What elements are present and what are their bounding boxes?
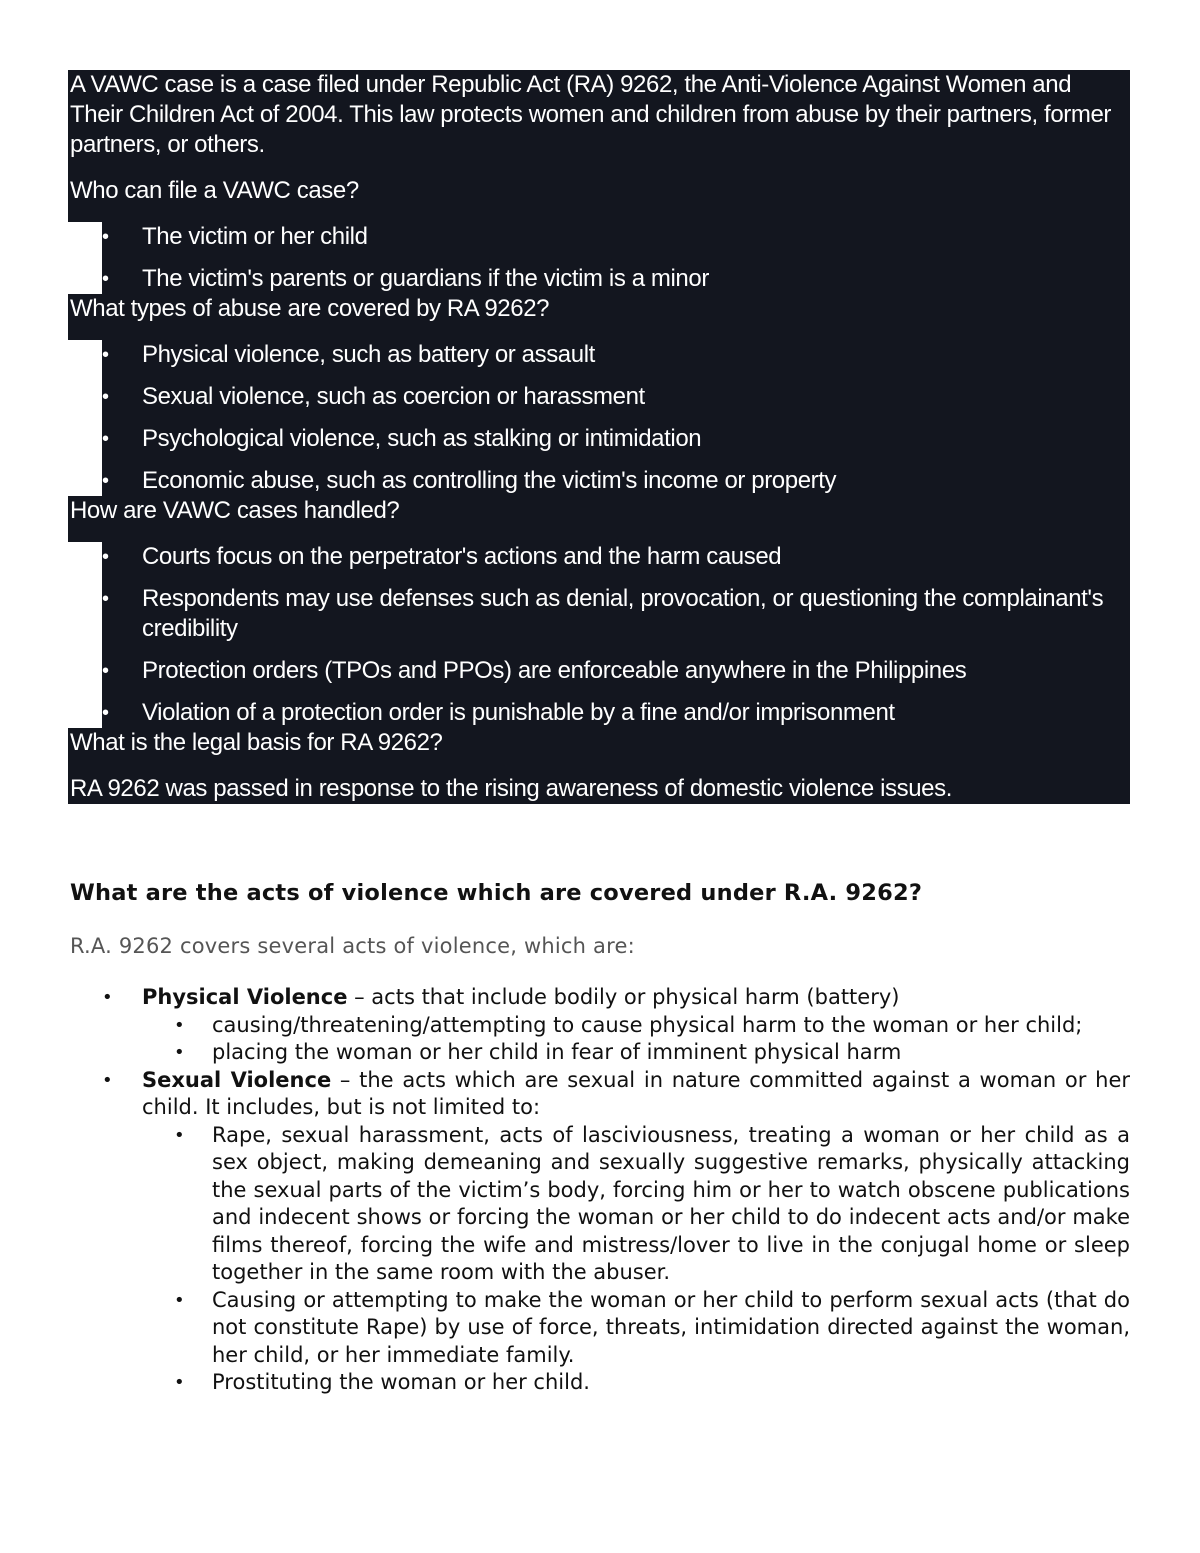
spacer (68, 206, 1130, 222)
question-who-can-file: Who can file a VAWC case? (68, 176, 1130, 206)
list-item: • placing the woman or her child in fear of imminent physical harm (142, 1039, 1130, 1067)
bullet-icon: • (102, 226, 109, 248)
bullet-icon: • (102, 344, 109, 366)
list-item: • Physical violence, such as battery or assault (102, 340, 1130, 382)
abuse-types-list (68, 340, 1130, 496)
physical-violence-sublist (142, 1012, 1130, 1067)
bullet-icon: • (102, 987, 113, 1008)
bullet-icon: • (102, 268, 109, 290)
list-item: • The victim's parents or guardians if the victim is a minor (102, 264, 1130, 294)
bullet-icon: • (102, 1069, 113, 1091)
question-legal-basis: What is the legal basis for RA 9262? (68, 728, 1130, 758)
bullet-icon: • (174, 1372, 185, 1393)
violence-types-list (70, 984, 1130, 1397)
sexual-violence-sublist (142, 1122, 1130, 1397)
bullet-icon: • (102, 660, 109, 682)
bullet-icon: • (102, 386, 109, 408)
list-item: • Respondents may use defenses such as denial, provocation, or questioning the complainant's credibility (102, 584, 1130, 656)
list-item: • Rape, sexual harassment, acts of lasciviousness, treating a woman or her child as a sex object, making demeaning and sexually suggestive remarks, physically attacking the sexual parts of the victim’s body, forcing him or her to watch obscene publications and indecent shows or forcing the woman or her child to do indecent acts and/or make films thereof, forcing the wife and mistress/lover to live in the conjugal home or sleep together in the same room with the abuser. (174, 1122, 1130, 1284)
bullet-icon: • (174, 1014, 185, 1036)
list-item: • Causing or attempting to make the woman or her child to perform sexual acts (that do not constitute Rape) by use of force, threats, intimidation directed against the woman, her child, or her immediate family. (174, 1287, 1130, 1367)
acts-of-violence-section (70, 880, 1130, 1397)
list-item: • causing/threatening/attempting to cause physical harm to the woman or her child; (142, 1012, 1130, 1040)
who-can-file-list (68, 222, 1130, 294)
question-abuse-types: What types of abuse are covered by RA 9262? (68, 294, 1130, 324)
question-case-handling: How are VAWC cases handled? (68, 496, 1130, 526)
list-item: • The victim or her child (102, 222, 1130, 264)
bullet-icon: • (102, 588, 109, 610)
highlighted-block (68, 70, 1130, 804)
sexual-violence-desc: – the acts which are sexual in nature committed against a woman or her child. It includes, but is not limited to: (142, 1067, 1130, 1119)
case-handling-list (68, 542, 1130, 728)
list-item: • Economic abuse, such as controlling the victim's income or property (102, 466, 1130, 496)
list-item-physical-violence (70, 984, 1130, 1067)
spacer (68, 526, 1130, 542)
bullet-icon: • (102, 702, 109, 724)
bullet-icon: • (102, 470, 109, 492)
bullet-icon: • (174, 1042, 185, 1063)
spacer (68, 160, 1130, 176)
term-physical-violence: Physical Violence (142, 985, 348, 1009)
bullet-icon: • (174, 1289, 185, 1311)
bullet-icon: • (102, 546, 109, 568)
list-item: • Prostituting the woman or her child. (142, 1369, 1130, 1397)
physical-violence-desc: – acts that include bodily or physical harm (battery) (347, 985, 900, 1009)
legal-basis-answer: RA 9262 was passed in response to the rising awareness of domestic violence issues. (68, 774, 1130, 804)
spacer (68, 324, 1130, 340)
list-item: • Violation of a protection order is punishable by a fine and/or imprisonment (102, 698, 1130, 728)
list-item: • Sexual violence, such as coercion or harassment (102, 382, 1130, 424)
vawc-intro: A VAWC case is a case filed under Republic Act (RA) 9262, the Anti-Violence Against Women and Their Children Act of 2004. This law protects women and children from abuse by their partners, former partners, or others. (68, 70, 1130, 160)
list-item: • Protection orders (TPOs and PPOs) are enforceable anywhere in the Philippines (102, 656, 1130, 698)
section-heading: What are the acts of violence which are covered under R.A. 9262? (70, 880, 923, 906)
term-sexual-violence: Sexual Violence (142, 1067, 332, 1092)
list-item-sexual-violence (70, 1067, 1130, 1397)
spacer (68, 758, 1130, 774)
list-item: • Psychological violence, such as stalking or intimidation (102, 424, 1130, 466)
list-item: • Courts focus on the perpetrator's actions and the harm caused (102, 542, 1130, 584)
bullet-icon: • (102, 428, 109, 450)
section-intro: R.A. 9262 covers several acts of violence, which are: (70, 934, 635, 958)
bullet-icon: • (174, 1124, 185, 1146)
